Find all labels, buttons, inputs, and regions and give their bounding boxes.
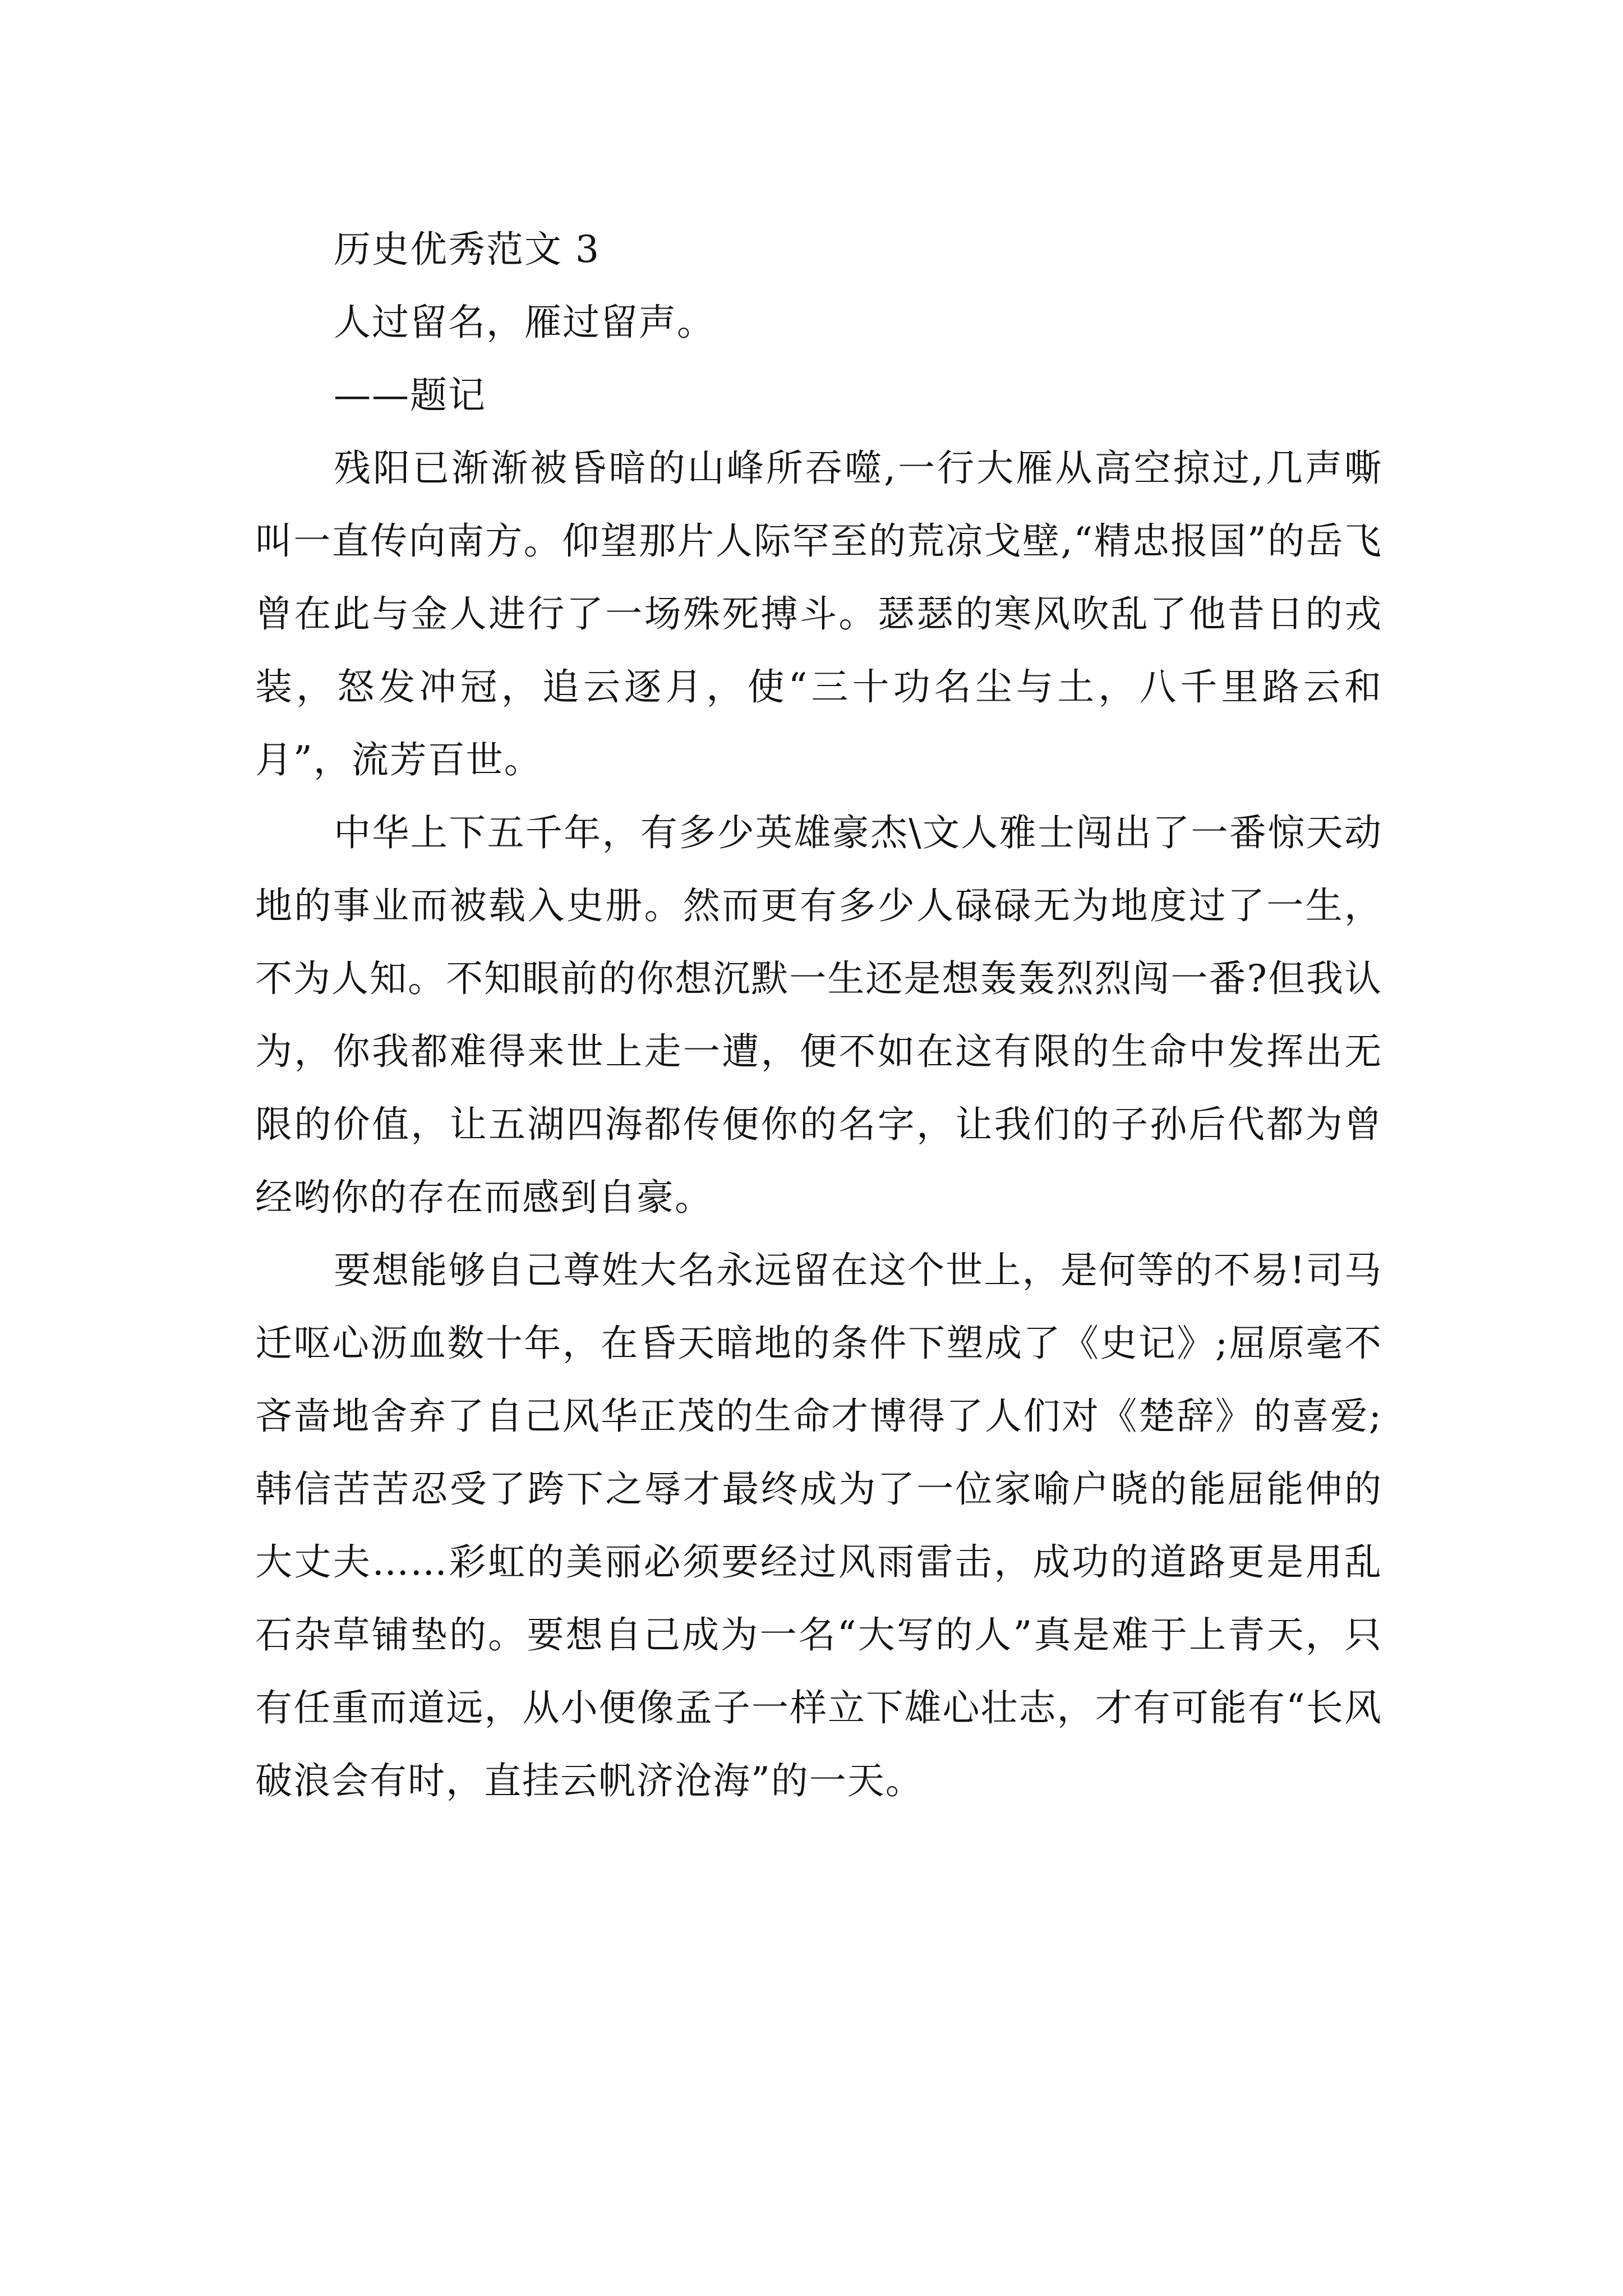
paragraph-3: 要想能够自己尊姓大名永远留在这个世上，是何等的不易!司马迁呕心沥血数十年，在昏天暗地的条件下塑成了《史记》;屈原毫不吝啬地舍弃了自己风华正茂的生命才博得了人们对《楚辞》的喜爱;韩信苦苦忍受了跨下之辱才最终成为了一位家喻户晓的能屈能伸的大丈夫……彩虹的美丽必须要经过风雨雷击，成功的道路更是用乱石杂草铺垫的。要想自己成为一名“大写的人”真是难于上青天，只有任重而道远，从小便像孟子一样立下雄心壮志，才有可能有“长风破浪会有时，直挂云帆济沧海”的一天。 <box>255 1249 1382 1802</box>
epigraph-attribution: ——题记 <box>334 374 486 417</box>
paragraph-1: 残阳已渐渐被昏暗的山峰所吞噬,一行大雁从高空掠过,几声嘶叫一直传向南方。仰望那片人际罕至的荒凉戈壁,“精忠报国”的岳飞曾在此与金人进行了一场殊死搏斗。瑟瑟的寒风吹乱了他昔日的戎装，怒发冲冠，追云逐月，使“三十功名尘与土，八千里路云和月”，流芳百世。 <box>255 447 1382 781</box>
document-title: 历史优秀范文 3 <box>334 228 600 271</box>
document-body <box>255 213 1382 1818</box>
epigraph: 人过留名，雁过留声。 <box>334 301 715 344</box>
paragraph-2: 中华上下五千年，有多少英雄豪杰\文人雅士闯出了一番惊天动地的事业而被载入史册。然而更有多少人碌碌无为地度过了一生，不为人知。不知眼前的你想沉默一生还是想轰轰烈烈闯一番?但我认为，你我都难得来世上走一遭，便不如在这有限的生命中发挥出无限的价值，让五湖四海都传便你的名字，让我们的子孙后代都为曾经哟你的存在而感到自豪。 <box>255 811 1382 1219</box>
